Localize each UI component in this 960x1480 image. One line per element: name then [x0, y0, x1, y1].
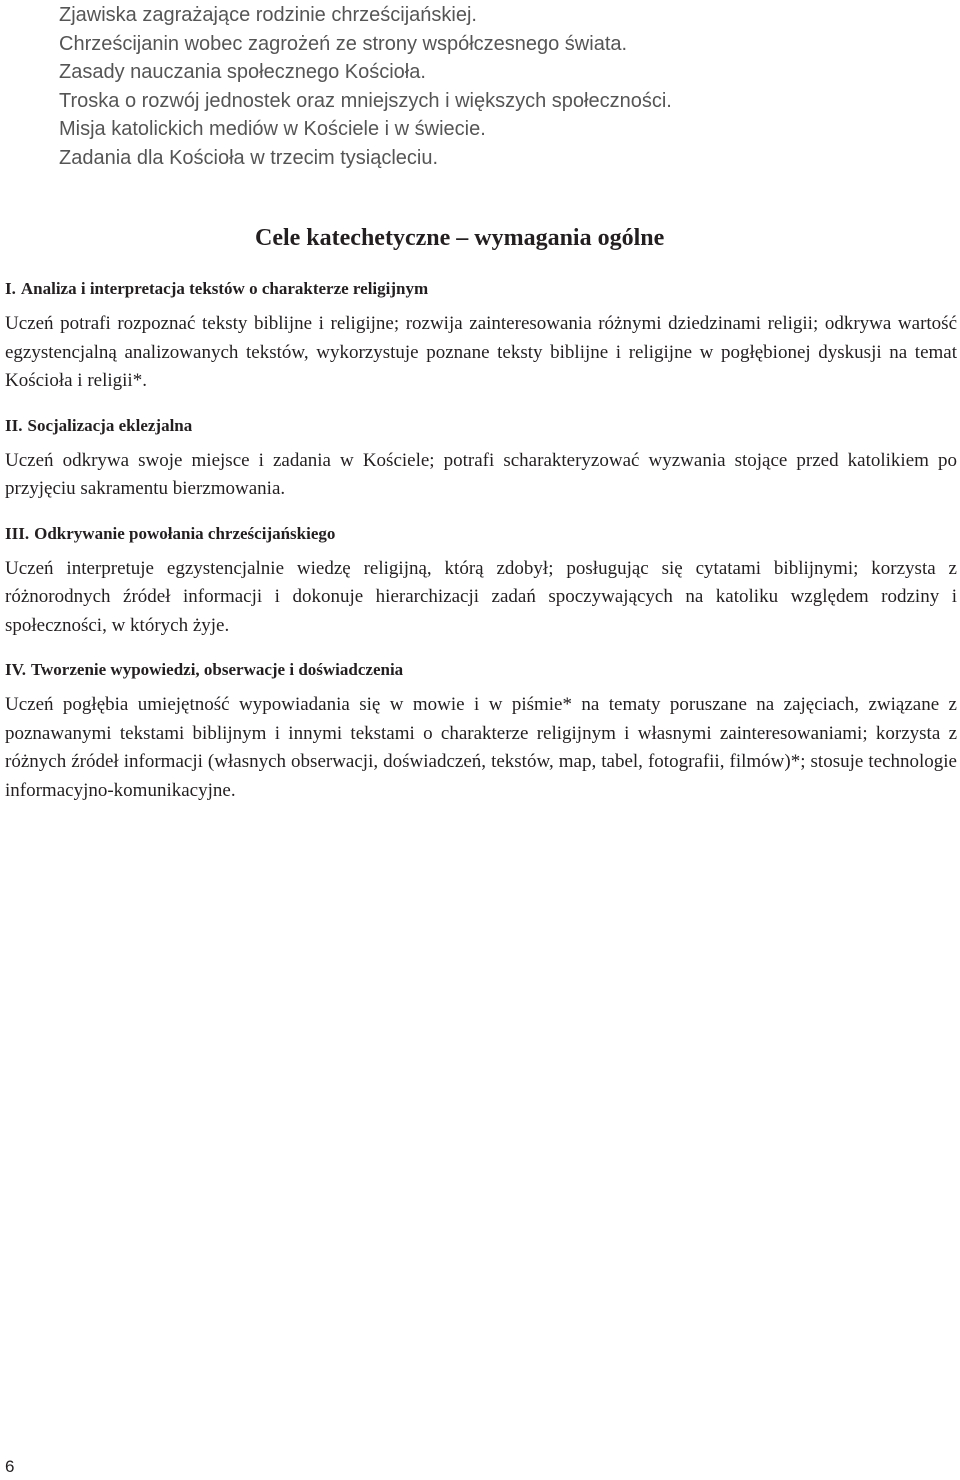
goals-section — [5, 277, 957, 823]
goal-title-text: Analiza i interpretacja tekstów o charakterze religijnym — [20, 279, 429, 298]
goal-description: Uczeń odkrywa swoje miejsce i zadania w Kościele; potrafi scharakteryzować wyzwania stojące przed katolikiem po przyjęciu sakramentu bierzmowania. — [5, 449, 957, 499]
topic-list — [59, 1, 919, 172]
goal-title — [5, 658, 957, 682]
page-number: 6 — [5, 1457, 15, 1476]
goal-description: Uczeń potrafi rozpoznać teksty biblijne i religijne; rozwija zainteresowania różnymi dziedzinami religii; odkrywa wartość egzystencjalną analizowanych tekstów, wykorzystuje poznane teksty biblijne i religijne w pogłębionej dyskusji na temat Kościoła i religii*. — [5, 313, 957, 391]
goal-title — [5, 277, 957, 301]
goal-block — [5, 414, 957, 504]
goal-title — [5, 522, 957, 546]
goal-block — [5, 522, 957, 641]
goal-title-text: Socjalizacja eklezjalna — [27, 415, 193, 435]
goal-block — [5, 658, 957, 805]
topic-item: Zasady nauczania społecznego Kościoła. — [59, 61, 426, 83]
topic-item: Misja katolickich mediów w Kościele i w świecie. — [59, 118, 486, 140]
topic-item: Zjawiska zagrażające rodzinie chrześcijańskiej. — [59, 4, 477, 26]
goal-title — [5, 414, 957, 438]
goal-numeral: III. — [5, 523, 30, 543]
goal-description: Uczeń pogłębia umiejętność wypowiadania się w mowie i w piśmie* na tematy poruszane na zajęciach, związane z poznawanymi tekstami biblijnym i innymi tekstami o charakterze religijnym i własnymi zainteresowaniami; korzysta z różnych źródeł informacji (własnych obserwacji, doświadczeń, tekstów, map, tabel, fotografii, filmów)*; stosuje technologie informacyjno-komunikacyjne. — [5, 694, 957, 801]
topic-item: Troska o rozwój jednostek oraz mniejszych i większych społeczności. — [59, 89, 672, 112]
goal-description: Uczeń interpretuje egzystencjalnie wiedzę religijną, którą zdobył; posługując się cytatami biblijnymi; korzysta z różnorodnych źródeł informacji i dokonuje hierarchizacji zadań spoczywających na katoliku względem rodziny i społeczności, w których żyje. — [5, 557, 957, 636]
goal-block — [5, 277, 957, 396]
goal-title-text: Tworzenie wypowiedzi, obserwacje i doświadczenia — [30, 660, 404, 679]
topic-item: Zadania dla Kościoła w trzecim tysiącleciu. — [59, 146, 439, 169]
goal-title-text: Odkrywanie powołania chrześcijańskiego — [34, 523, 336, 543]
section-heading: Cele katechetyczne – wymagania ogólne — [255, 225, 665, 251]
goal-numeral: I. — [5, 279, 16, 298]
goal-numeral: IV. — [5, 660, 26, 679]
topic-item: Chrześcijanin wobec zagrożeń ze strony współczesnego świata. — [59, 32, 628, 55]
goal-numeral: II. — [5, 415, 23, 435]
